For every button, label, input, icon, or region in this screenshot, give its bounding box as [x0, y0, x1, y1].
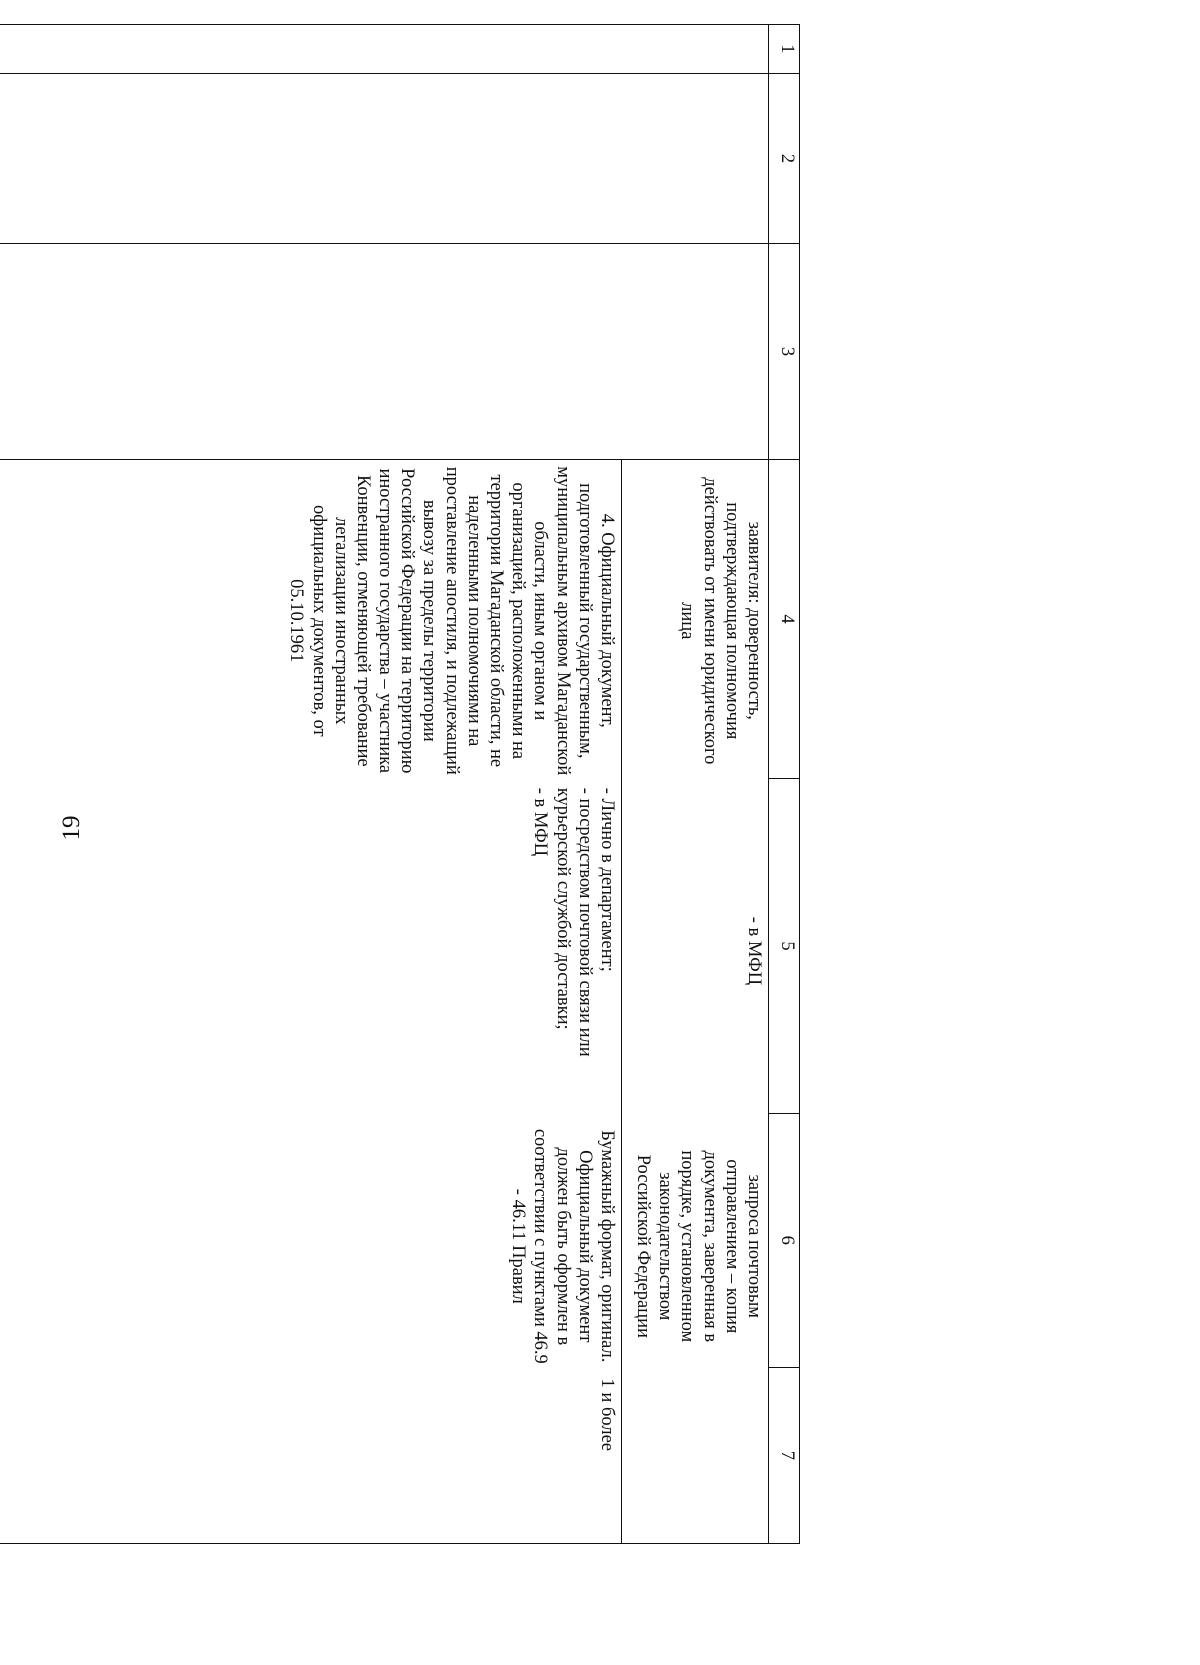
page-number: 19: [58, 815, 85, 841]
nested-documents-table: [0, 460, 768, 1543]
nested-documents: [0, 459, 769, 1543]
doc-name-cell: 4. Официальный документ, подготовленный государственным, муниципальным архивом Магаданской области, иным органом и организацией, расположенными на территории Магаданской области, не наделенными полномочиями на проставление апостиля, и подлежащий вывозу за пределы территории Российской Федерации на территорию иностранного государства – участника Конвенции, отменяющей требование легализации иностранных официальных документов, от 05.10.1961: [0, 460, 622, 782]
table-row: [622, 460, 769, 1543]
rotated-page-content: [0, 24, 800, 1544]
format-cell: Бумажный формат, оригинал. Официальный документ должен быть оформлен в соответствии с пунктами 46.9 - 46.11 Правил: [0, 1120, 622, 1372]
table-header-row: [769, 25, 800, 1544]
quantity-cell: 1 и более: [0, 1373, 622, 1543]
header-col-6: 6: [769, 1113, 800, 1367]
submission-method-cell: - Лично в департамент; - посредством почтовой связи или курьерской службой доставки; - в МФЦ: [0, 782, 622, 1120]
submission-method-cell: - в МФЦ: [622, 782, 769, 1120]
header-col-5: 5: [769, 779, 800, 1114]
cell-applicant: [0, 73, 769, 243]
table-row: [0, 25, 769, 1544]
header-col-3: 3: [769, 244, 800, 460]
header-col-2: 2: [769, 73, 800, 243]
quantity-cell: [622, 1373, 769, 1543]
table-row: [0, 460, 622, 1543]
format-cell: запроса почтовым отправлением – копия документа, заверенная в порядке, установленном законодательством Российской Федерации: [622, 1120, 769, 1372]
header-col-1: 1: [769, 25, 800, 74]
header-col-7: 7: [769, 1367, 800, 1543]
doc-name-cell: заявителя: доверенность, подтверждающая полномочия действовать от имени юридического лица: [622, 460, 769, 782]
cell-number: [0, 25, 769, 74]
cell-category: [0, 244, 769, 460]
documents-table: [0, 24, 800, 1544]
header-col-4: 4: [769, 459, 800, 778]
